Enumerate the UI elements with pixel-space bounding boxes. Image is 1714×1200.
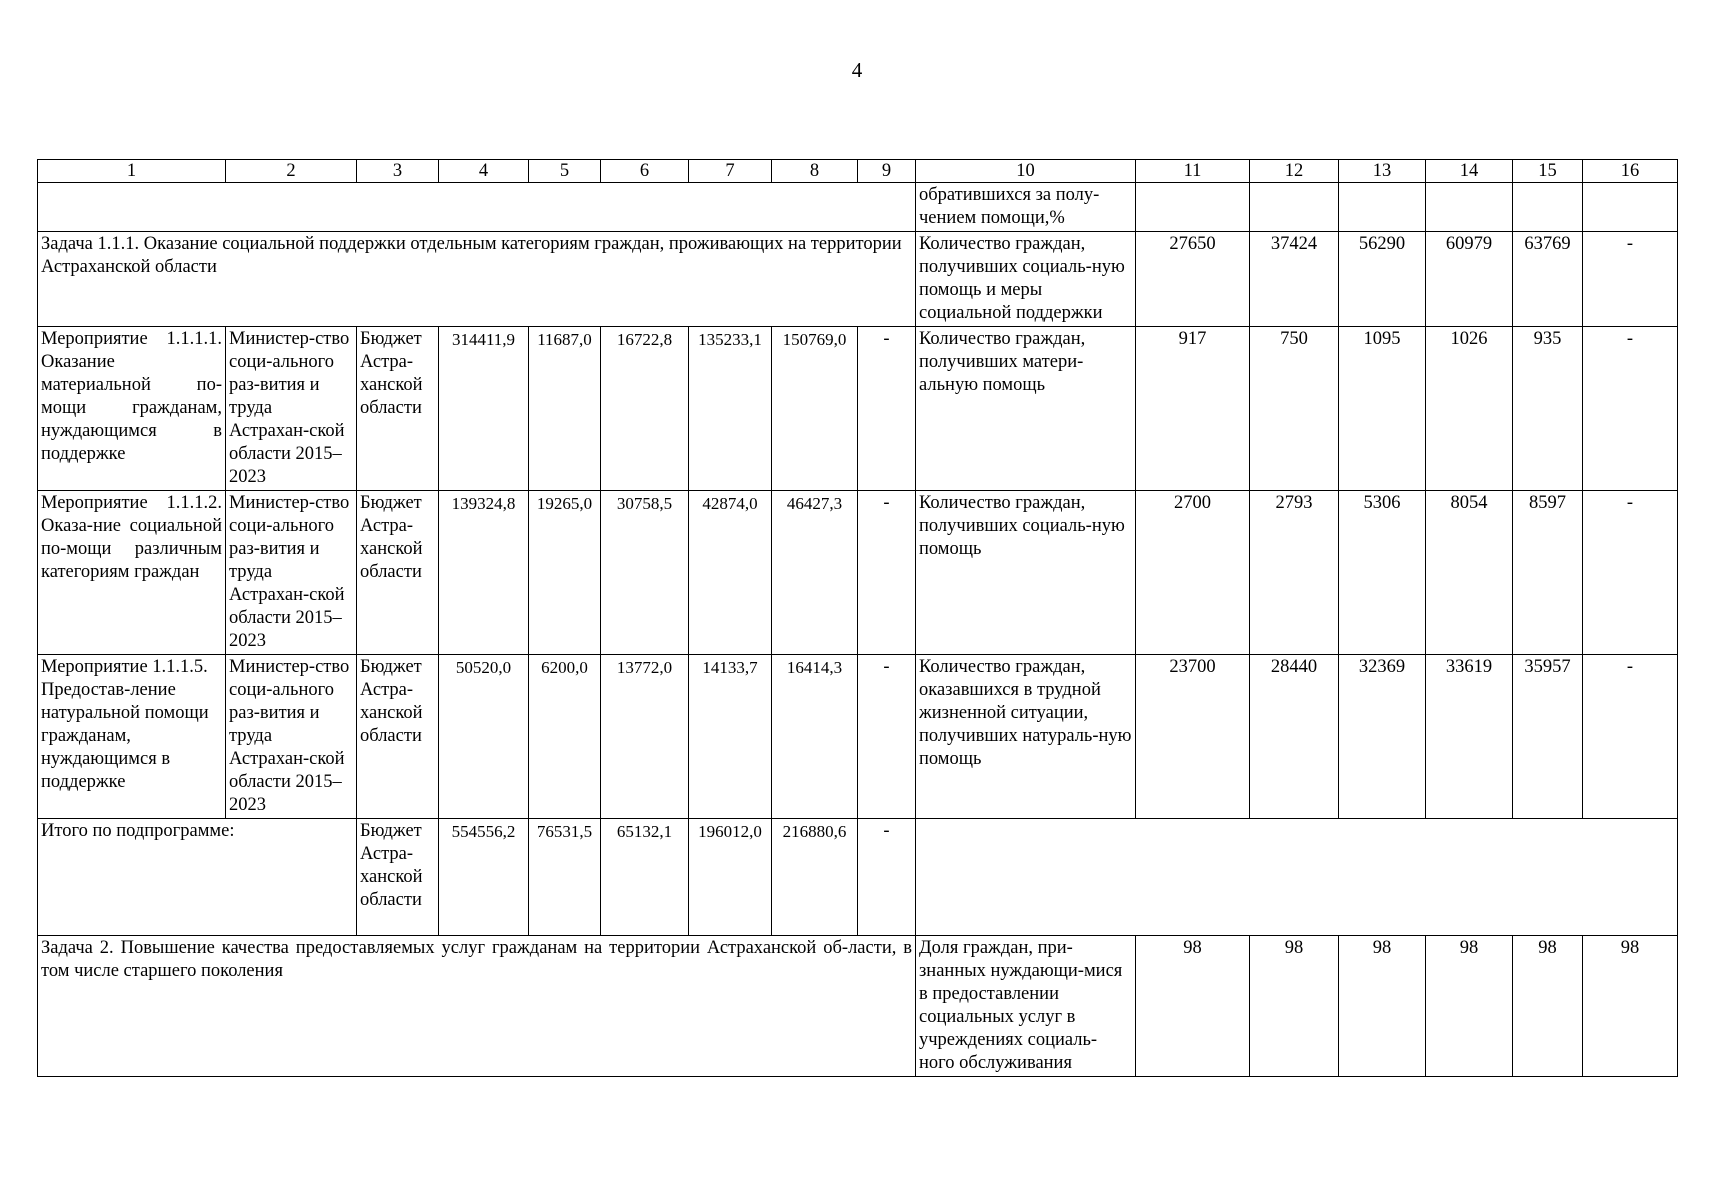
indicator-cell: обратившихся за полу-чением помощи,% (916, 183, 1136, 232)
funding-value: 30758,5 (601, 491, 689, 655)
column-number: 8 (772, 160, 858, 183)
indicator-value: 935 (1513, 327, 1583, 491)
indicator-value: 63769 (1513, 232, 1583, 327)
total-value: 554556,2 (439, 819, 529, 936)
funding-value: 14133,7 (689, 655, 772, 819)
funding-value: 139324,8 (439, 491, 529, 655)
column-number: 16 (1583, 160, 1678, 183)
funding-value: 150769,0 (772, 327, 858, 491)
measure-name: Мероприятие 1.1.1.5. Предостав-ление натуральной помощи гражданам, нуждающимся в поддержке (38, 655, 226, 819)
indicator-value: 5306 (1339, 491, 1426, 655)
funding-source: Бюджет Астра-ханской области (357, 655, 439, 819)
continuation-row (38, 183, 1678, 232)
funding-source: Бюджет Астра-ханской области (357, 327, 439, 491)
measure-row (38, 655, 1678, 819)
indicator-value: 60979 (1426, 232, 1513, 327)
program-table (37, 159, 1678, 1077)
total-row (38, 819, 1678, 936)
executor: Министер-ство соци-ального раз-вития и труда Астрахан-ской области 2015–2023 (226, 491, 357, 655)
indicator-cell: Количество граждан, получивших матери-альную помощь (916, 327, 1136, 491)
indicator-value: 2793 (1250, 491, 1339, 655)
indicator-value: 98 (1250, 936, 1339, 1077)
indicator-cell: Количество граждан, получивших социаль-ную помощь (916, 491, 1136, 655)
indicator-value: 98 (1136, 936, 1250, 1077)
total-value: - (858, 819, 916, 936)
empty-cell (38, 183, 916, 232)
funding-value: 135233,1 (689, 327, 772, 491)
column-number: 3 (357, 160, 439, 183)
funding-source: Бюджет Астра-ханской области (357, 491, 439, 655)
indicator-value: 98 (1426, 936, 1513, 1077)
indicator-value: - (1583, 491, 1678, 655)
indicator-value: 98 (1583, 936, 1678, 1077)
measure-name: Мероприятие 1.1.1.1. Оказание материальной по-мощи гражданам, нуждающимся в поддержке (38, 327, 226, 491)
funding-value: 6200,0 (529, 655, 601, 819)
indicator-value: 28440 (1250, 655, 1339, 819)
executor: Министер-ство соци-ального раз-вития и труда Астрахан-ской области 2015–2023 (226, 655, 357, 819)
funding-value: 16414,3 (772, 655, 858, 819)
indicator-value: - (1583, 655, 1678, 819)
column-number: 4 (439, 160, 529, 183)
total-label: Итого по подпрограмме: (38, 819, 357, 936)
indicator-value: 8597 (1513, 491, 1583, 655)
total-value: 76531,5 (529, 819, 601, 936)
indicator-cell: Доля граждан, при-знанных нуждающи-мися в предоставлении социальных услуг в учреждениях социаль-ного обслуживания (916, 936, 1136, 1077)
column-number: 1 (38, 160, 226, 183)
indicator-value: 917 (1136, 327, 1250, 491)
task-title: Задача 2. Повышение качества предоставляемых услуг гражданам на территории Астраханской об-ласти, в том числе старшего поколения (38, 936, 916, 1077)
indicator-value: 56290 (1339, 232, 1426, 327)
funding-value: 11687,0 (529, 327, 601, 491)
column-number: 12 (1250, 160, 1339, 183)
column-number: 11 (1136, 160, 1250, 183)
indicator-value: 98 (1339, 936, 1426, 1077)
measure-row (38, 491, 1678, 655)
total-value: 196012,0 (689, 819, 772, 936)
indicator-value: 23700 (1136, 655, 1250, 819)
indicator-cell: Количество граждан, оказавшихся в трудной жизненной ситуации, получивших натураль-ную помощь (916, 655, 1136, 819)
empty-cell (916, 819, 1678, 936)
column-numbers-row (38, 160, 1678, 183)
indicator-value: 37424 (1250, 232, 1339, 327)
funding-value: - (858, 655, 916, 819)
funding-value: 13772,0 (601, 655, 689, 819)
executor: Министер-ство соци-ального раз-вития и труда Астрахан-ской области 2015–2023 (226, 327, 357, 491)
measure-name: Мероприятие 1.1.1.2. Оказа-ние социальной по-мощи различным категориям граждан (38, 491, 226, 655)
funding-source: Бюджет Астра-ханской области (357, 819, 439, 936)
indicator-value: 2700 (1136, 491, 1250, 655)
column-number: 6 (601, 160, 689, 183)
column-number: 5 (529, 160, 601, 183)
column-number: 10 (916, 160, 1136, 183)
indicator-value: - (1583, 327, 1678, 491)
column-number: 15 (1513, 160, 1583, 183)
column-number: 2 (226, 160, 357, 183)
indicator-value: 98 (1513, 936, 1583, 1077)
total-value: 65132,1 (601, 819, 689, 936)
funding-value: 46427,3 (772, 491, 858, 655)
indicator-value: 1095 (1339, 327, 1426, 491)
total-value: 216880,6 (772, 819, 858, 936)
funding-value: 42874,0 (689, 491, 772, 655)
indicator-value: 35957 (1513, 655, 1583, 819)
indicator-value: - (1583, 232, 1678, 327)
indicator-value: 1026 (1426, 327, 1513, 491)
indicator-value: 33619 (1426, 655, 1513, 819)
funding-value: 314411,9 (439, 327, 529, 491)
indicator-value: 32369 (1339, 655, 1426, 819)
funding-value: 50520,0 (439, 655, 529, 819)
column-number: 13 (1339, 160, 1426, 183)
indicator-value: 8054 (1426, 491, 1513, 655)
measure-row (38, 327, 1678, 491)
column-number: 14 (1426, 160, 1513, 183)
funding-value: - (858, 327, 916, 491)
column-number: 7 (689, 160, 772, 183)
column-number: 9 (858, 160, 916, 183)
indicator-cell: Количество граждан, получивших социаль-ную помощь и меры социальной поддержки (916, 232, 1136, 327)
page-number: 4 (851, 58, 863, 82)
indicator-value: 27650 (1136, 232, 1250, 327)
funding-value: 19265,0 (529, 491, 601, 655)
indicator-value: 750 (1250, 327, 1339, 491)
funding-value: 16722,8 (601, 327, 689, 491)
task-row (38, 232, 1678, 327)
task-title: Задача 1.1.1. Оказание социальной поддержки отдельным категориям граждан, проживающих на территории Астраханской области (38, 232, 916, 327)
funding-value: - (858, 491, 916, 655)
task-row (38, 936, 1678, 1077)
